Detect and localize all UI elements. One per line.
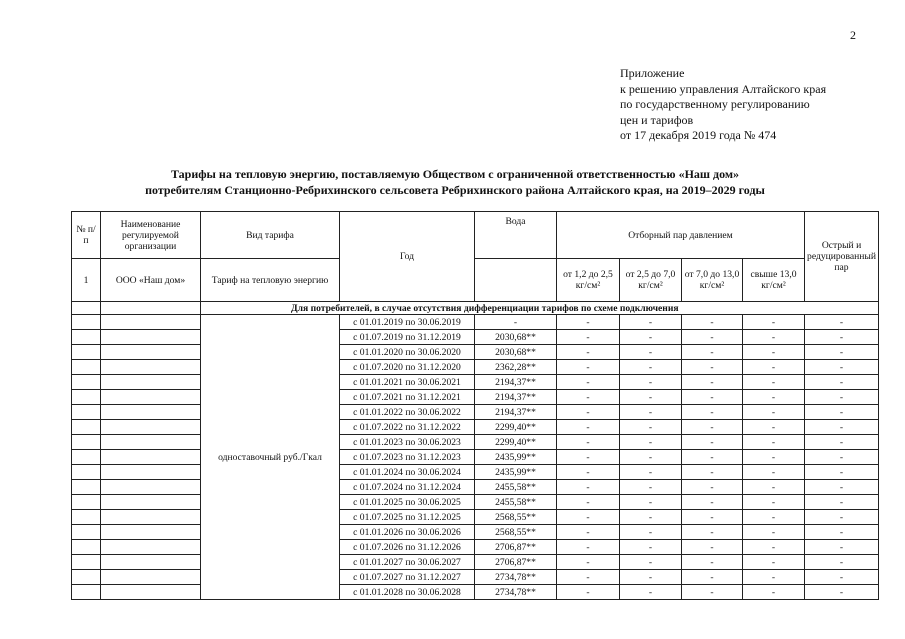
header-steam-2: от 2,5 до 7,0 кг/см² [620,259,682,302]
table-row [72,585,879,600]
appendix-block [620,66,826,144]
steam-value-cell: - [557,525,620,540]
steam-value-cell: - [743,405,805,420]
row-org-cell [101,360,201,375]
steam-value-cell: - [557,465,620,480]
org-row-num: 1 [72,259,101,302]
period-cell: с 01.01.2020 по 30.06.2020 [340,345,475,360]
header-water: Вода [475,212,557,259]
row-num-cell [72,405,101,420]
steam-value-cell: - [743,555,805,570]
period-cell: с 01.07.2024 по 31.12.2024 [340,480,475,495]
steam-value-cell: - [805,510,879,525]
row-org-cell [101,420,201,435]
steam-value-cell: - [805,330,879,345]
water-value-cell: - [475,315,557,330]
table-row [72,405,879,420]
header-num: № п/п [72,212,101,259]
appendix-line: по государственному регулированию [620,97,810,112]
table-row [72,420,879,435]
steam-value-cell: - [682,570,743,585]
steam-value-cell: - [682,345,743,360]
row-num-cell [72,555,101,570]
row-num-cell [72,420,101,435]
period-cell: с 01.01.2021 по 30.06.2021 [340,375,475,390]
water-value-cell: 2455,58** [475,480,557,495]
steam-value-cell: - [743,510,805,525]
title-line: Тарифы на тепловую энергию, поставляемую Обществом с ограниченной ответственностью «Наш дом» [170,167,740,181]
steam-value-cell: - [557,510,620,525]
row-num-cell [72,570,101,585]
table-row [72,510,879,525]
steam-value-cell: - [682,450,743,465]
period-cell: с 01.01.2028 по 30.06.2028 [340,585,475,600]
steam-value-cell: - [805,465,879,480]
appendix-line: цен и тарифов [620,112,694,127]
water-value-cell: 2030,68** [475,345,557,360]
steam-value-cell: - [620,345,682,360]
steam-value-cell: - [557,540,620,555]
row-org-cell [101,540,201,555]
table-row [72,435,879,450]
table-row [72,315,879,330]
steam-value-cell: - [805,570,879,585]
steam-value-cell: - [682,465,743,480]
table-row [72,360,879,375]
water-value-cell: 2706,87** [475,540,557,555]
section-num [72,302,101,315]
tariff-table [71,211,879,600]
steam-value-cell: - [805,420,879,435]
steam-value-cell: - [682,330,743,345]
row-org-cell [101,525,201,540]
section-row [72,302,879,315]
header-row [72,212,879,259]
water-value-cell: 2299,40** [475,435,557,450]
period-cell: с 01.07.2026 по 31.12.2026 [340,540,475,555]
steam-value-cell: - [620,360,682,375]
water-value-cell: 2568,55** [475,525,557,540]
steam-value-cell: - [682,390,743,405]
steam-value-cell: - [620,435,682,450]
period-cell: с 01.07.2021 по 31.12.2021 [340,390,475,405]
steam-value-cell: - [743,435,805,450]
steam-value-cell: - [620,510,682,525]
steam-value-cell: - [557,570,620,585]
steam-value-cell: - [805,555,879,570]
table-row [72,480,879,495]
steam-value-cell: - [557,360,620,375]
period-cell: с 01.01.2024 по 30.06.2024 [340,465,475,480]
row-org-cell [101,375,201,390]
row-org-cell [101,585,201,600]
steam-value-cell: - [682,435,743,450]
steam-value-cell: - [743,330,805,345]
steam-value-cell: - [805,450,879,465]
header-steam-1: от 1,2 до 2,5 кг/см² [557,259,620,302]
steam-value-cell: - [743,570,805,585]
section-label: Для потребителей, в случае отсутствия дифференциации тарифов по схеме подключения [201,302,879,315]
steam-value-cell: - [682,540,743,555]
steam-value-cell: - [743,495,805,510]
steam-value-cell: - [743,345,805,360]
steam-value-cell: - [557,315,620,330]
row-org-cell [101,450,201,465]
document-title [80,167,830,198]
appendix-line: Приложение [620,66,685,80]
steam-value-cell: - [682,375,743,390]
steam-value-cell: - [743,420,805,435]
row-num-cell [72,360,101,375]
row-num-cell [72,540,101,555]
steam-value-cell: - [805,495,879,510]
water-value-cell: 2362,28** [475,360,557,375]
period-cell: с 01.07.2020 по 31.12.2020 [340,360,475,375]
steam-value-cell: - [743,525,805,540]
table-row [72,570,879,585]
steam-value-cell: - [682,585,743,600]
header-year: Год [340,212,475,302]
period-cell: с 01.07.2019 по 31.12.2019 [340,330,475,345]
row-num-cell [72,585,101,600]
table-row [72,375,879,390]
steam-value-cell: - [620,540,682,555]
row-num-cell [72,495,101,510]
org-row-tariff: Тариф на тепловую энергию [201,259,340,302]
steam-value-cell: - [805,405,879,420]
steam-value-cell: - [805,435,879,450]
water-subheader-empty [475,259,557,302]
steam-value-cell: - [805,480,879,495]
row-org-cell [101,345,201,360]
table-row [72,330,879,345]
steam-value-cell: - [682,405,743,420]
steam-value-cell: - [557,450,620,465]
steam-value-cell: - [620,375,682,390]
header-steam-3: от 7,0 до 13,0 кг/см² [682,259,743,302]
table-row [72,345,879,360]
steam-value-cell: - [557,375,620,390]
steam-value-cell: - [805,375,879,390]
page-number: 2 [850,28,856,42]
water-value-cell: 2194,37** [475,405,557,420]
table-row [72,465,879,480]
steam-value-cell: - [743,390,805,405]
steam-value-cell: - [805,525,879,540]
water-value-cell: 2299,40** [475,420,557,435]
org-row-name: ООО «Наш дом» [101,259,201,302]
steam-value-cell: - [682,315,743,330]
row-num-cell [72,465,101,480]
row-num-cell [72,345,101,360]
rate-type-cell: одноставочный руб./Гкал [201,315,340,600]
header-sharp-steam: Острый и редуцированный пар [805,212,879,302]
period-cell: с 01.07.2022 по 31.12.2022 [340,420,475,435]
steam-value-cell: - [805,345,879,360]
row-num-cell [72,390,101,405]
steam-value-cell: - [805,585,879,600]
period-cell: с 01.01.2025 по 30.06.2025 [340,495,475,510]
steam-value-cell: - [682,555,743,570]
steam-value-cell: - [743,450,805,465]
header-tariff-type: Вид тарифа [201,212,340,259]
water-value-cell: 2435,99** [475,465,557,480]
period-cell: с 01.01.2019 по 30.06.2019 [340,315,475,330]
row-num-cell [72,525,101,540]
steam-value-cell: - [743,480,805,495]
row-num-cell [72,315,101,330]
water-value-cell: 2568,55** [475,510,557,525]
water-value-cell: 2194,37** [475,375,557,390]
section-org [101,302,201,315]
steam-value-cell: - [682,480,743,495]
water-value-cell: 2734,78** [475,570,557,585]
water-value-cell: 2030,68** [475,330,557,345]
row-org-cell [101,510,201,525]
row-num-cell [72,330,101,345]
steam-value-cell: - [557,345,620,360]
steam-value-cell: - [620,555,682,570]
steam-value-cell: - [557,435,620,450]
water-value-cell: 2194,37** [475,390,557,405]
row-org-cell [101,390,201,405]
row-org-cell [101,570,201,585]
steam-value-cell: - [620,315,682,330]
appendix-line: от 17 декабря 2019 года № 474 [620,128,777,143]
row-num-cell [72,510,101,525]
steam-value-cell: - [620,450,682,465]
steam-value-cell: - [682,525,743,540]
water-value-cell: 2734,78** [475,585,557,600]
steam-value-cell: - [743,585,805,600]
header-steam-4: свыше 13,0 кг/см² [743,259,805,302]
steam-value-cell: - [743,465,805,480]
steam-value-cell: - [743,375,805,390]
water-value-cell: 2455,58** [475,495,557,510]
steam-value-cell: - [557,555,620,570]
period-cell: с 01.07.2023 по 31.12.2023 [340,450,475,465]
steam-value-cell: - [682,510,743,525]
steam-value-cell: - [743,360,805,375]
table-row [72,390,879,405]
table-row [72,525,879,540]
steam-value-cell: - [557,405,620,420]
steam-value-cell: - [620,390,682,405]
row-org-cell [101,495,201,510]
steam-value-cell: - [743,540,805,555]
row-org-cell [101,465,201,480]
steam-value-cell: - [557,480,620,495]
table-row [72,540,879,555]
row-num-cell [72,480,101,495]
steam-value-cell: - [557,390,620,405]
steam-value-cell: - [620,495,682,510]
period-cell: с 01.07.2025 по 31.12.2025 [340,510,475,525]
row-org-cell [101,435,201,450]
steam-value-cell: - [620,465,682,480]
row-org-cell [101,315,201,330]
row-org-cell [101,480,201,495]
steam-value-cell: - [620,420,682,435]
period-cell: с 01.01.2022 по 30.06.2022 [340,405,475,420]
steam-value-cell: - [620,570,682,585]
table-row [72,450,879,465]
steam-value-cell: - [805,360,879,375]
steam-value-cell: - [557,420,620,435]
row-num-cell [72,375,101,390]
appendix-line: к решению управления Алтайского края [620,81,827,96]
steam-value-cell: - [557,585,620,600]
period-cell: с 01.01.2027 по 30.06.2027 [340,555,475,570]
steam-value-cell: - [557,330,620,345]
period-cell: с 01.07.2027 по 31.12.2027 [340,570,475,585]
row-num-cell [72,450,101,465]
steam-value-cell: - [682,420,743,435]
steam-value-cell: - [620,480,682,495]
steam-value-cell: - [805,540,879,555]
steam-value-cell: - [620,405,682,420]
steam-value-cell: - [557,495,620,510]
table-row [72,495,879,510]
steam-value-cell: - [682,360,743,375]
steam-value-cell: - [805,315,879,330]
title-line: потребителям Станционно-Ребрихинского сельсовета Ребрихинского района Алтайского края, на 2019–2029 годы [145,182,765,197]
water-value-cell: 2435,99** [475,450,557,465]
steam-value-cell: - [805,390,879,405]
row-org-cell [101,555,201,570]
period-cell: с 01.01.2023 по 30.06.2023 [340,435,475,450]
header-steam-group: Отборный пар давлением [557,212,805,259]
row-org-cell [101,405,201,420]
steam-value-cell: - [682,495,743,510]
steam-value-cell: - [620,525,682,540]
table-row [72,555,879,570]
water-value-cell: 2706,87** [475,555,557,570]
steam-value-cell: - [620,585,682,600]
header-row-2 [72,259,879,302]
period-cell: с 01.01.2026 по 30.06.2026 [340,525,475,540]
row-org-cell [101,330,201,345]
steam-value-cell: - [743,315,805,330]
steam-value-cell: - [620,330,682,345]
row-num-cell [72,435,101,450]
header-org: Наименование регулируемой организации [101,212,201,259]
